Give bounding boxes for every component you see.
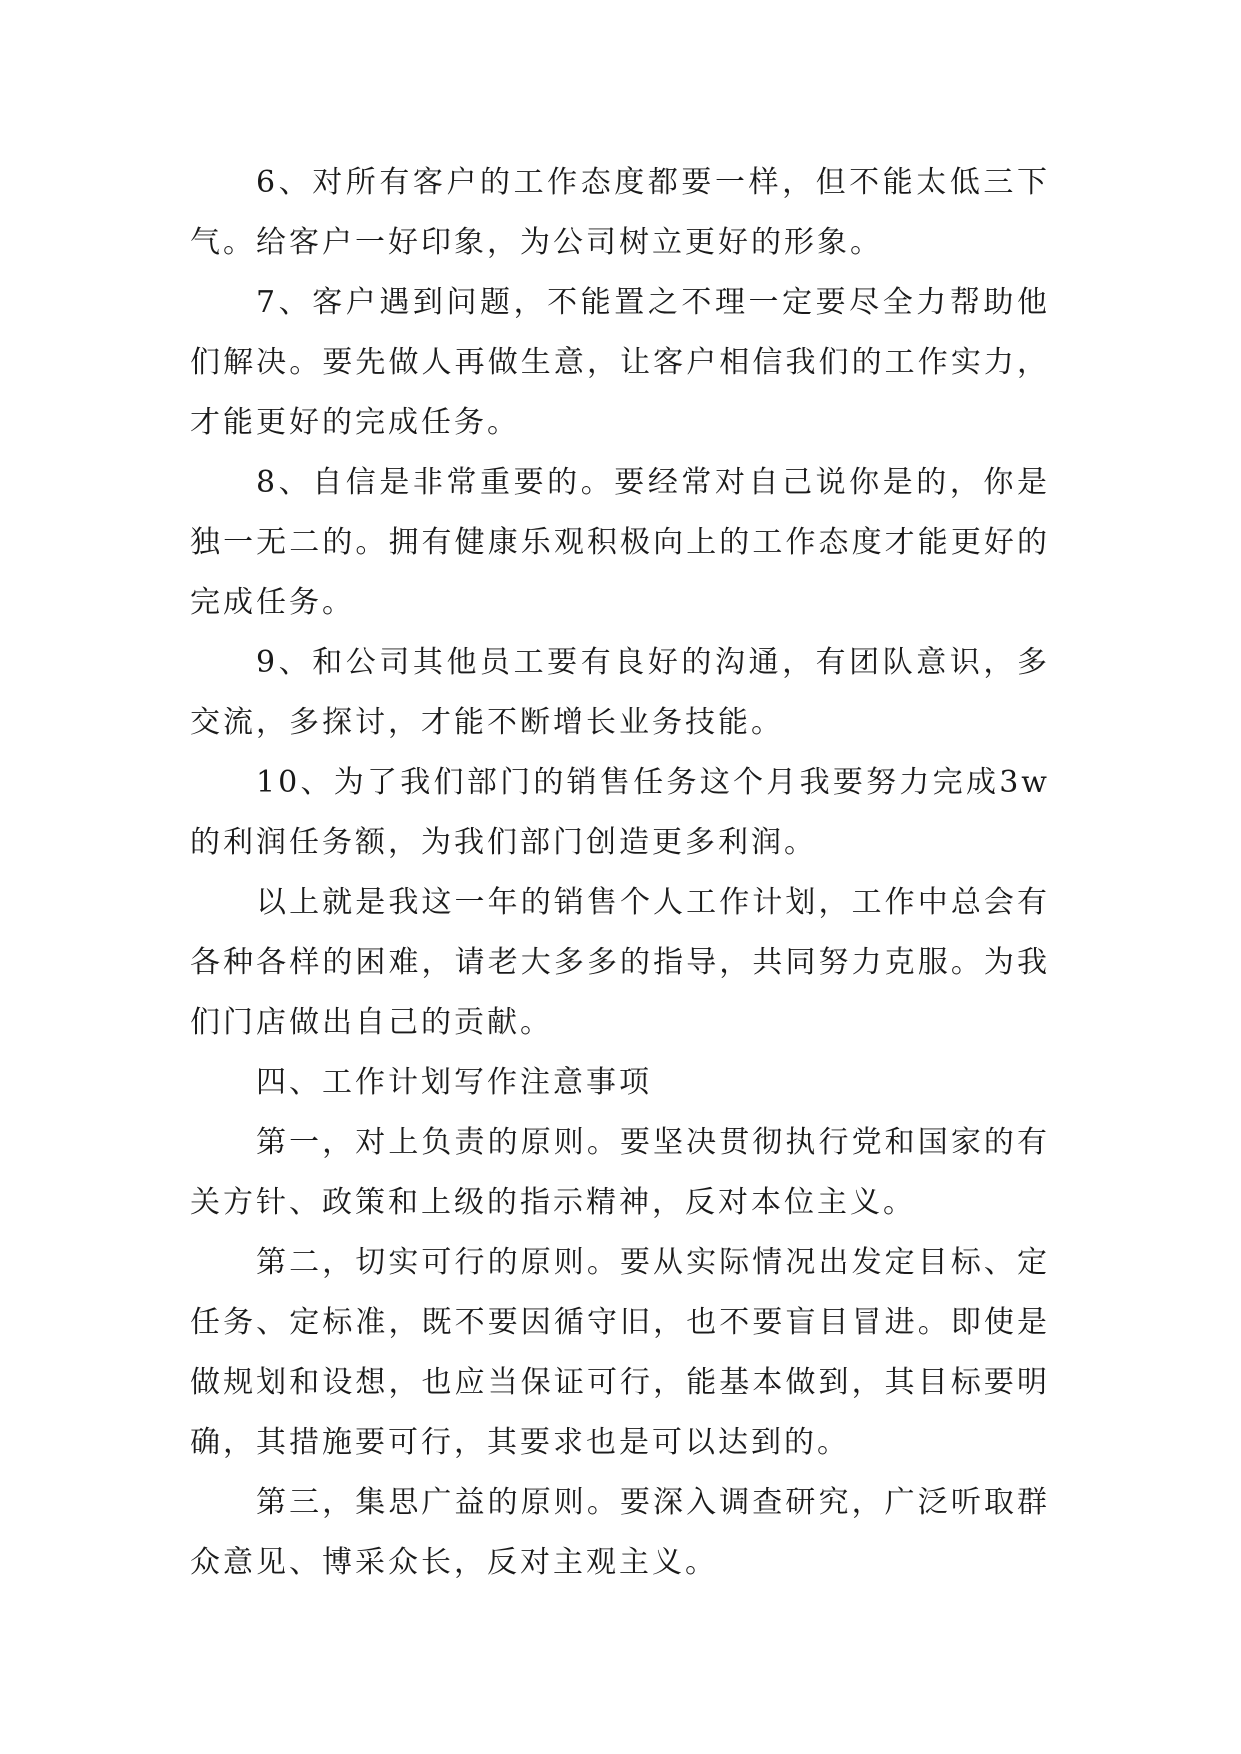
paragraph-item-8: 8、自信是非常重要的。要经常对自己说你是的，你是独一无二的。拥有健康乐观积极向上的工作态度才能更好的完成任务。	[190, 465, 1050, 620]
paragraph-item-6: 6、对所有客户的工作态度都要一样，但不能太低三下气。给客户一好印象，为公司树立更好的形象。	[190, 165, 1050, 260]
paragraph-conclusion: 以上就是我这一年的销售个人工作计划，工作中总会有各种各样的困难，请老大多多的指导，共同努力克服。为我们门店做出自己的贡献。	[190, 885, 1050, 1040]
document-body	[190, 153, 1050, 1593]
paragraph-principle-1: 第一，对上负责的原则。要坚决贯彻执行党和国家的有关方针、政策和上级的指示精神，反对本位主义。	[190, 1125, 1050, 1220]
paragraph-item-7: 7、客户遇到问题，不能置之不理一定要尽全力帮助他们解决。要先做人再做生意，让客户相信我们的工作实力，才能更好的完成任务。	[190, 285, 1050, 440]
paragraph-principle-3: 第三，集思广益的原则。要深入调查研究，广泛听取群众意见、博采众长，反对主观主义。	[190, 1485, 1050, 1580]
paragraph-item-10: 10、为了我们部门的销售任务这个月我要努力完成3w的利润任务额，为我们部门创造更多利润。	[190, 765, 1050, 860]
section-heading: 四、工作计划写作注意事项	[256, 1065, 652, 1100]
paragraph-item-9: 9、和公司其他员工要有良好的沟通，有团队意识，多交流，多探讨，才能不断增长业务技能。	[190, 645, 1050, 740]
paragraph-principle-2: 第二，切实可行的原则。要从实际情况出发定目标、定任务、定标准，既不要因循守旧，也不要盲目冒进。即使是做规划和设想，也应当保证可行，能基本做到，其目标要明确，其措施要可行，其要求也是可以达到的。	[190, 1245, 1050, 1460]
